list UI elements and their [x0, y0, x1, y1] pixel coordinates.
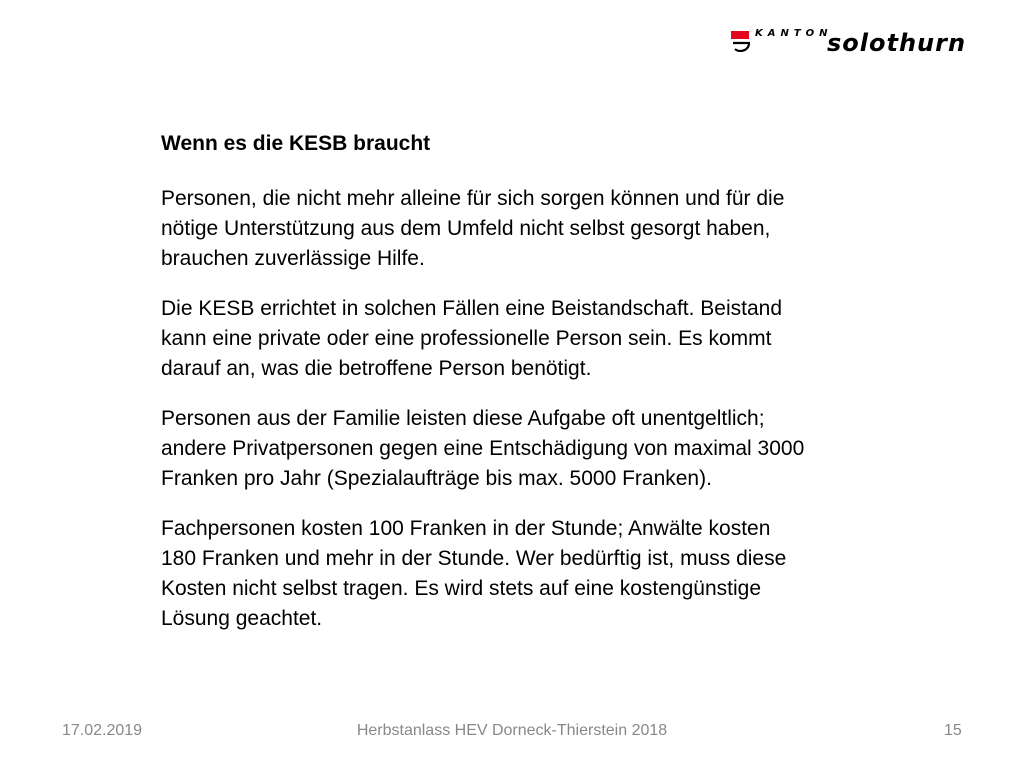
paragraph-line: 180 Franken und mehr in der Stunde. Wer bedürftig ist, muss diese [161, 547, 787, 570]
paragraph-line: Personen aus der Familie leisten diese Aufgabe oft unentgeltlich; [161, 407, 765, 430]
kanton-solothurn-logo [730, 22, 980, 62]
logo-solothurn-text: solothurn [827, 29, 967, 57]
paragraph-line: nötige Unterstützung aus dem Umfeld nicht selbst gesorgt haben, [161, 217, 771, 240]
paragraph-2 [161, 294, 921, 384]
paragraph-3 [161, 404, 921, 494]
paragraph-line: Fachpersonen kosten 100 Franken in der Stunde; Anwälte kosten [161, 517, 771, 540]
footer-date: 17.02.2019 [62, 722, 143, 739]
paragraph-line: Personen, die nicht mehr alleine für sich sorgen können und für die [161, 187, 785, 210]
paragraph-4 [161, 514, 921, 634]
paragraph-line: Kosten nicht selbst tragen. Es wird stets auf eine kostengünstige [161, 577, 762, 600]
paragraph-line: Die KESB errichtet in solchen Fällen eine Beistandschaft. Beistand [161, 297, 783, 320]
paragraph-line: andere Privatpersonen gegen eine Entschädigung von maximal 3000 [161, 437, 805, 460]
slide-title: Wenn es die KESB braucht [161, 132, 431, 155]
paragraph-line: Lösung geachtet. [161, 607, 323, 630]
footer-event-title: Herbstanlass HEV Dorneck-Thierstein 2018 [356, 722, 668, 739]
logo-kanton-text: KANTON [755, 28, 833, 39]
slide-content [161, 128, 921, 654]
paragraph-line: kann eine private oder eine professionelle Person sein. Es kommt [161, 327, 772, 350]
canton-flag-icon [730, 30, 750, 52]
paragraph-line: Franken pro Jahr (Spezialaufträge bis max. 5000 Franken). [161, 467, 712, 490]
paragraph-line: darauf an, was die betroffene Person benötigt. [161, 357, 592, 380]
paragraph-line: brauchen zuverlässige Hilfe. [161, 247, 425, 270]
footer-page-number: 15 [944, 722, 962, 739]
paragraph-1 [161, 184, 921, 274]
